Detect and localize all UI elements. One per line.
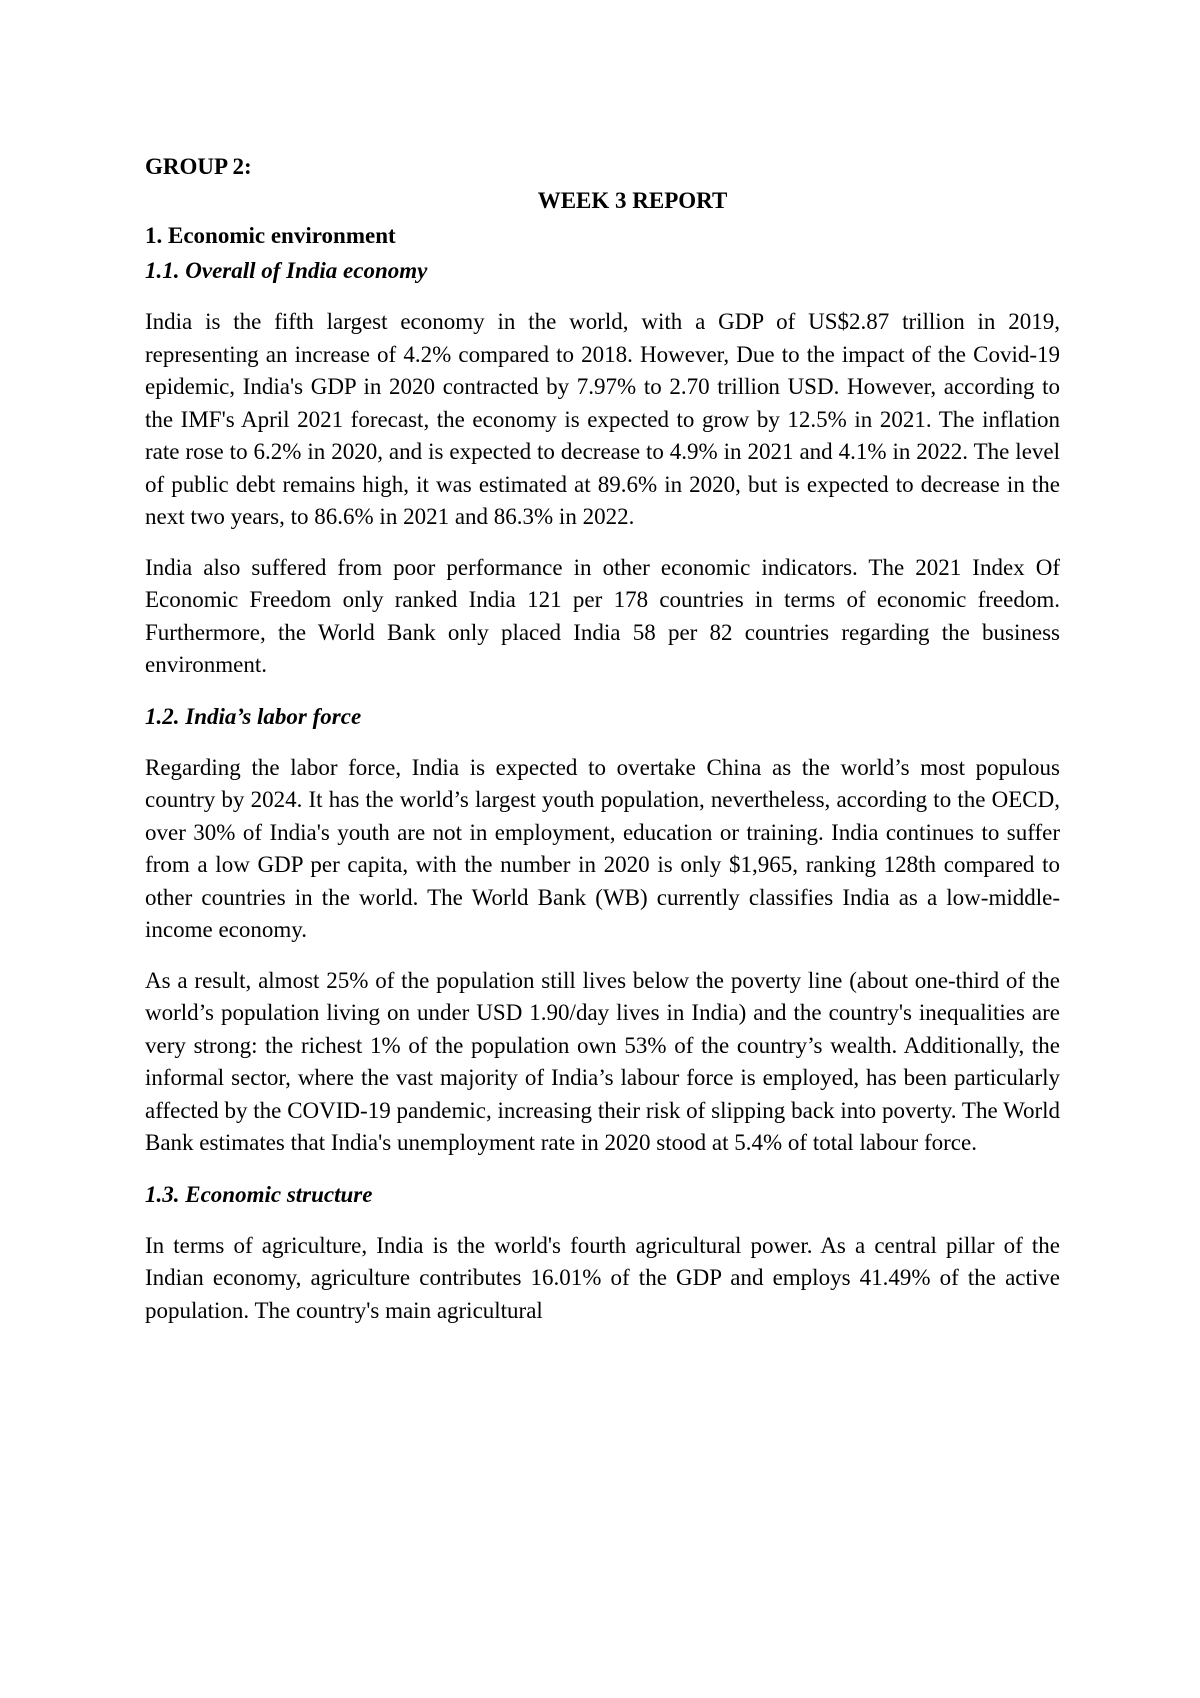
paragraph-labor-force-1: Regarding the labor force, India is expected to overtake China as the world’s most populous country by 2024. It has the world’s largest youth population, nevertheless, according to the OECD, over 30% of India's youth are not in employment, education or training. India continues to suffer from a low GDP per capita, with the number in 2020 is only $1,965, ranking 128th compared to other countries in the world. The World Bank (WB) currently classifies India as a low-middle-income economy.: [145, 754, 1060, 942]
paragraph-economic-structure-1: In terms of agriculture, India is the world's fourth agricultural power. As a central pillar of the Indian economy, agriculture contributes 16.01% of the GDP and employs 41.49% of the active population. The country's main agricultural: [145, 1232, 1060, 1323]
report-title: WEEK 3 REPORT: [537, 188, 728, 213]
subsection-heading-economic-structure: 1.3. Economic structure: [145, 1181, 373, 1207]
section-heading-economic-environment: 1. Economic environment: [145, 223, 396, 248]
group-label: GROUP 2:: [145, 154, 252, 179]
subsection-heading-labor-force: 1.2. India’s labor force: [145, 703, 362, 729]
subsection-heading-overall-economy: 1.1. Overall of India economy: [145, 258, 428, 283]
paragraph-labor-force-2: As a result, almost 25% of the population still lives below the poverty line (about one-third of the world’s population living on under USD 1.90/day lives in India) and the country's inequalities are very strong: the richest 1% of the population own 53% of the country’s wealth. Additionally, the informal sector, where the vast majority of India’s labour force is employed, has been particularly affected by the COVID-19 pandemic, increasing their risk of slipping back into poverty. The World Bank estimates that India's unemployment rate in 2020 stood at 5.4% of total labour force.: [145, 967, 1060, 1155]
paragraph-overall-economy-2: India also suffered from poor performance in other economic indicators. The 2021 Index Of Economic Freedom only ranked India 121 per 178 countries in terms of economic freedom. Furthermore, the World Bank only placed India 58 per 82 countries regarding the business environment.: [145, 554, 1060, 677]
document-page: [145, 150, 1060, 1327]
paragraph-overall-economy-1: India is the fifth largest economy in the world, with a GDP of US$2.87 trillion in 2019, representing an increase of 4.2% compared to 2018. However, Due to the impact of the Covid-19 epidemic, India's GDP in 2020 contracted by 7.97% to 2.70 trillion USD. However, according to the IMF's April 2021 forecast, the economy is expected to grow by 12.5% in 2021. The inflation rate rose to 6.2% in 2020, and is expected to decrease to 4.9% in 2021 and 4.1% in 2022. The level of public debt remains high, it was estimated at 89.6% in 2020, but is expected to decrease in the next two years, to 86.6% in 2021 and 86.3% in 2022.: [145, 309, 1060, 529]
